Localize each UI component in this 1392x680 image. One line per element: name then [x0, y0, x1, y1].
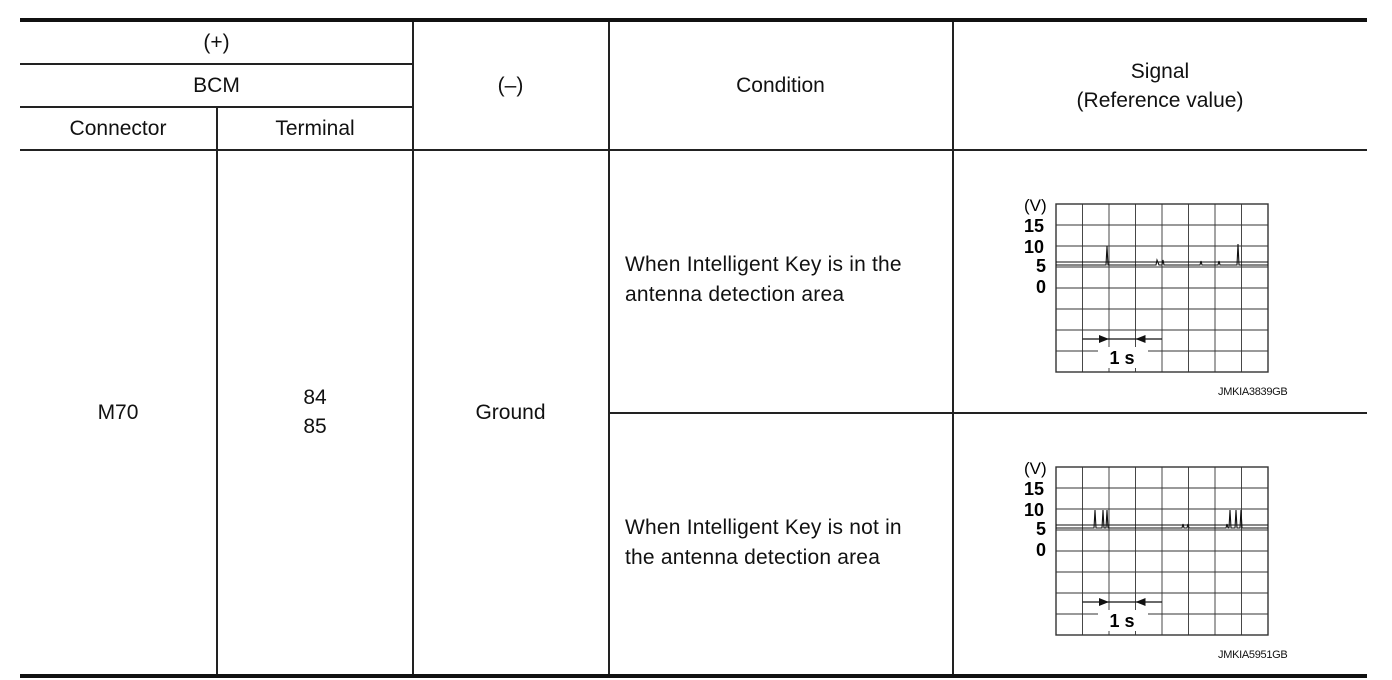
- scope-tick-10: 10: [1024, 500, 1045, 520]
- scope-grid: [1056, 467, 1268, 635]
- scope-unit-label: (V): [1024, 459, 1047, 478]
- time-scale-label: 1 s: [1109, 348, 1135, 368]
- signal-waveform-not-in-area: [1016, 453, 1316, 648]
- header-minus: (–): [497, 74, 524, 97]
- scope-tick-10: 10: [1024, 237, 1045, 257]
- scope-grid: [1056, 204, 1268, 372]
- scope-tick-5: 5: [1036, 519, 1047, 539]
- terminal-value: 84 85: [303, 386, 327, 438]
- connector-value: M70: [97, 400, 139, 424]
- scope-tick-15: 15: [1024, 479, 1045, 499]
- header-plus: (+): [203, 31, 230, 54]
- header-connector: Connector: [69, 116, 167, 140]
- waveform-chart-in-area: [1016, 190, 1316, 380]
- header-bcm: BCM: [193, 73, 240, 97]
- time-scale-marker: [1083, 335, 1163, 343]
- time-scale-label: 1 s: [1109, 611, 1135, 631]
- header-condition: Condition: [736, 74, 825, 97]
- scope-tick-0: 0: [1036, 540, 1047, 560]
- table-bottom-rule: [20, 674, 1367, 678]
- header-terminal: Terminal: [275, 116, 355, 140]
- waveform-chart-not-in-area: [1016, 453, 1316, 643]
- scope-tick-0: 0: [1036, 277, 1047, 297]
- condition-text-in-area: When Intelligent Key is in the antenna detection area: [625, 253, 902, 306]
- scope-unit-label: (V): [1024, 196, 1047, 215]
- time-scale-marker: [1083, 598, 1163, 606]
- condition-text-not-in-area: When Intelligent Key is not in the antenna detection area: [625, 516, 902, 569]
- scope-tick-5: 5: [1036, 256, 1047, 276]
- header-signal: Signal (Reference value): [1076, 59, 1244, 112]
- scope-tick-15: 15: [1024, 216, 1045, 236]
- figure-code-1: JMKIA3839GB: [1218, 386, 1288, 398]
- signal-waveform-in-area: [1016, 190, 1316, 385]
- condition-row-divider: [609, 412, 1367, 414]
- minus-value: Ground: [475, 400, 546, 424]
- figure-code-2: JMKIA5951GB: [1218, 649, 1288, 661]
